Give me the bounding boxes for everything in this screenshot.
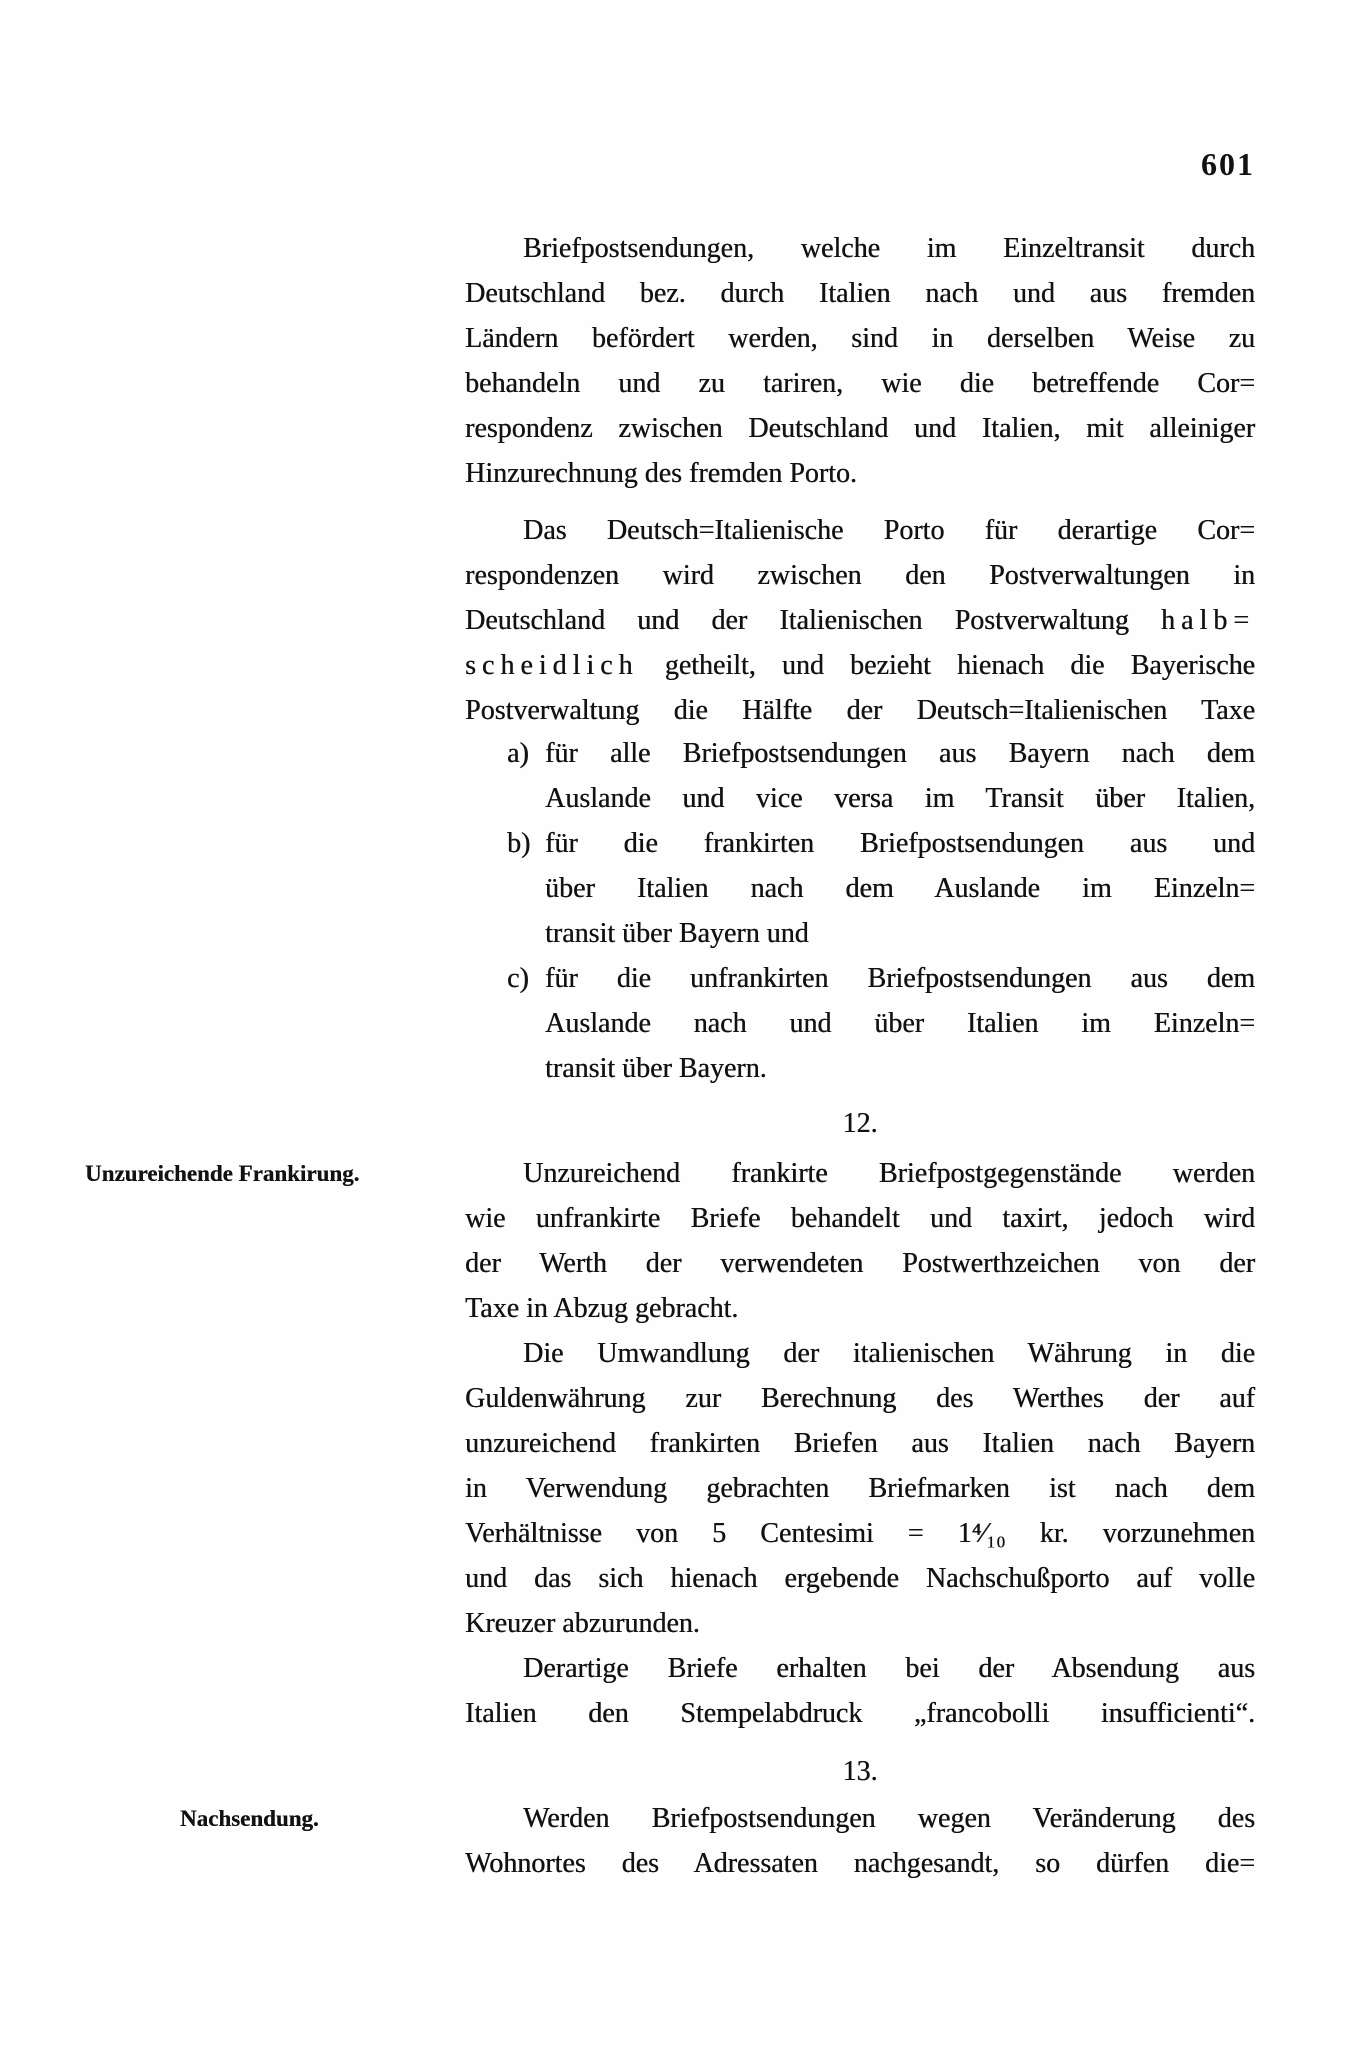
text-line: Hinzurechnung des fremden Porto.	[465, 458, 857, 489]
text-line: respondenzen wird zwischen den Postverwaltungen in	[465, 560, 1255, 591]
list-marker: a)	[507, 738, 529, 769]
list-item-a	[465, 731, 1255, 821]
list-item-c	[465, 956, 1255, 1091]
paragraph-intro-1	[465, 226, 1255, 496]
text-line: Ländern befördert werden, sind in derselben Weise zu	[465, 323, 1255, 354]
text-line: Verhältnisse von 5 Centesimi = 1⁴⁄₁₀ kr. vorzunehmen	[465, 1518, 1255, 1549]
list-marker: b)	[507, 828, 531, 859]
letterspaced-word: halb=	[1161, 605, 1255, 636]
text-line: Auslande und vice versa im Transit über Italien,	[545, 783, 1255, 814]
section-heading-13: 13.	[842, 1756, 878, 1787]
text-line: Das Deutsch=Italienische Porto für derartige Cor=	[523, 515, 1255, 546]
paragraph-section13-1	[465, 1796, 1255, 1886]
text-line	[465, 643, 1255, 688]
text-line: Derartige Briefe erhalten bei der Absendung aus	[523, 1653, 1255, 1684]
text-line: für alle Briefpostsendungen aus Bayern nach dem	[545, 738, 1255, 769]
paragraph-section12-2	[465, 1331, 1255, 1646]
text-line: der Werth der verwendeten Postwerthzeichen von der	[465, 1248, 1255, 1279]
text-line: Die Umwandlung der italienischen Währung in die	[523, 1338, 1255, 1369]
text-line: Guldenwährung zur Berechnung des Werthes der auf	[465, 1383, 1255, 1414]
text-line: transit über Bayern und	[545, 918, 809, 949]
text-line: Briefpostsendungen, welche im Einzeltransit durch	[523, 233, 1255, 264]
text-line: respondenz zwischen Deutschland und Italien, mit alleiniger	[465, 413, 1255, 444]
margin-note-forwarding: Nachsendung.	[180, 1806, 319, 1831]
section-heading-12: 12.	[842, 1108, 878, 1139]
paragraph-section12-3	[465, 1646, 1255, 1736]
text-line	[465, 598, 1255, 643]
text-line: behandeln und zu tariren, wie die betreffende Cor=	[465, 368, 1255, 399]
text-line: für die frankirten Briefpostsendungen aus und	[545, 828, 1255, 859]
text-line: Werden Briefpostsendungen wegen Veränderung des	[523, 1803, 1255, 1834]
text-line: für die unfrankirten Briefpostsendungen aus dem	[545, 963, 1255, 994]
text-segment: getheilt, und bezieht hienach die Bayerische	[638, 650, 1255, 681]
text-line: Kreuzer abzurunden.	[465, 1608, 700, 1639]
text-segment: Deutschland und der Italienischen Postverwaltung	[465, 605, 1161, 636]
text-line: wie unfrankirte Briefe behandelt und taxirt, jedoch wird	[465, 1203, 1255, 1234]
paragraph-section12-1	[465, 1151, 1255, 1331]
letterspaced-word: scheidlich	[465, 650, 639, 681]
text-line: und das sich hienach ergebende Nachschußporto auf volle	[465, 1563, 1255, 1594]
text-line: unzureichend frankirten Briefen aus Italien nach Bayern	[465, 1428, 1255, 1459]
text-line: Deutschland bez. durch Italien nach und aus fremden	[465, 278, 1255, 309]
text-line: Postverwaltung die Hälfte der Deutsch=Italienischen Taxe	[465, 695, 1255, 726]
text-line: Auslande nach und über Italien im Einzeln=	[545, 1008, 1255, 1039]
lettered-list	[465, 731, 1255, 1091]
text-line: Taxe in Abzug gebracht.	[465, 1293, 739, 1324]
text-line: Wohnortes des Adressaten nachgesandt, so dürfen die=	[465, 1848, 1255, 1879]
text-line: Unzureichend frankirte Briefpostgegenstände werden	[523, 1158, 1255, 1189]
text-line: in Verwendung gebrachten Briefmarken ist nach dem	[465, 1473, 1255, 1504]
list-item-b	[465, 821, 1255, 956]
text-line: transit über Bayern.	[545, 1053, 767, 1084]
text-line: Italien den Stempelabdruck „francobolli insufficienti“.	[465, 1698, 1255, 1729]
margin-note-insufficient-franking: Unzureichende Frankirung.	[85, 1161, 360, 1186]
paragraph-intro-2	[465, 508, 1255, 733]
page-number: 601	[1201, 146, 1255, 182]
list-marker: c)	[507, 963, 529, 994]
text-line: über Italien nach dem Auslande im Einzeln=	[545, 873, 1255, 904]
